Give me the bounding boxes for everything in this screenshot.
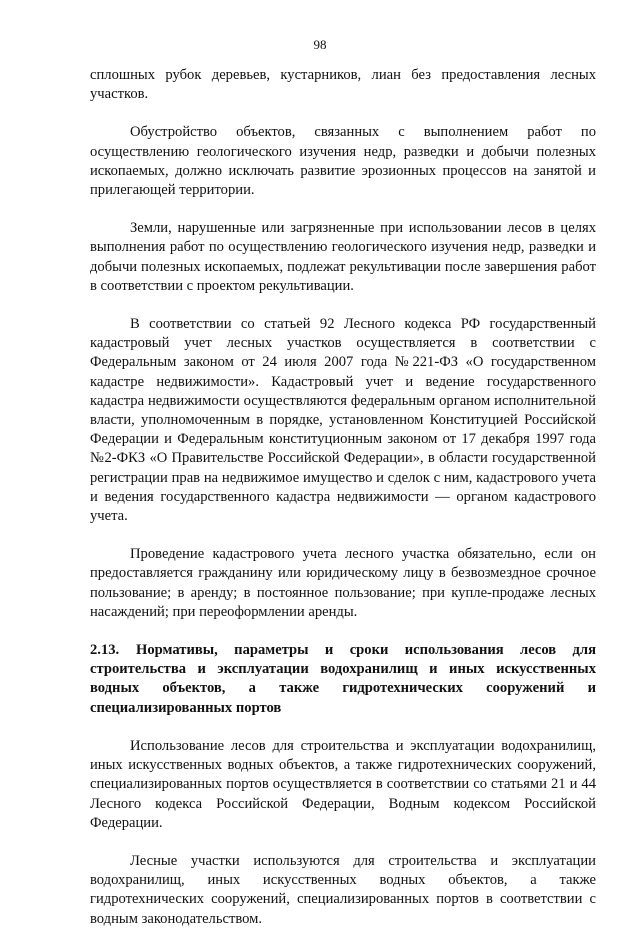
page-number: 98 [313, 37, 327, 52]
document-body [90, 66, 596, 929]
paragraph: Использование лесов для строительства и эксплуатации водохранилищ, иных искусственных водных объектов, а также гидротехнических сооружений, специализированных портов осуществляется в соответствии со статьями 21 и 44 Лесного кодекса Российской Федерации, Водным кодексом Российской Федерации. [90, 737, 596, 831]
paragraph: Лесные участки используются для строительства и эксплуатации водохранилищ, иных искусственных водных объектов, а также гидротехнических сооружений, специализированных портов в соответствии с водным законодательством. [90, 852, 596, 927]
paragraph-spacer [90, 718, 596, 737]
paragraph-spacer [90, 526, 596, 545]
paragraph: Проведение кадастрового учета лесного участка обязательно, если он предоставляется гражданину или юридическому лицу в безвозмездное срочное пользование; в аренду; в постоянное пользование; при купле-продаже лесных насаждений; при переоформлении аренды. [90, 546, 596, 620]
paragraph-spacer [90, 833, 596, 852]
paragraph-spacer [90, 104, 596, 123]
paragraph: В соответствии со статьей 92 Лесного кодекса РФ государственный кадастровый учет лесных участков осуществляется в соответствии с Федеральным законом от 24 июля 2007 года №221-ФЗ «О государственном кадастре недвижимости». Кадастровый учет и ведение государственного кадастра недвижимости осуществляются федеральным органом исполнительной власти, уполномоченным в порядке, установленном Конституцией Российской Федерации и Федеральным конституционным законом от 17 декабря 1997 года №2-ФКЗ «О Правительстве Российской Федерации», в области государственной регистрации прав на недвижимое имущество и сделок с ним, кадастрового учета и ведения государственного кадастра недвижимости — органом кадастрового учета. [90, 316, 596, 525]
section-number: 2.13. [90, 642, 120, 659]
paragraph-spacer [90, 296, 596, 315]
paragraph: Земли, нарушенные или загрязненные при использовании лесов в целях выполнения работ по осуществлению геологического изучения недр, разведки и добычи полезных ископаемых, подлежат рекультивации после завершения работ в соответствии с проектом рекультивации. [90, 220, 596, 294]
section-heading [90, 641, 596, 718]
paragraph-spacer [90, 622, 596, 641]
paragraph-spacer [90, 200, 596, 219]
paragraph: сплошных рубок деревьев, кустарников, лиан без предоставления лесных участков. [90, 67, 596, 103]
section-title: Нормативы, параметры и сроки использования лесов для строительства и эксплуатации водохранилищ и иных искусственных водных объектов, а также гидротехнических сооружений и специализированных портов [90, 642, 596, 716]
paragraph: Обустройство объектов, связанных с выполнением работ по осуществлению геологического изучения недр, разведки и добычи полезных ископаемых, должно исключать развитие эрозионных процессов на занятой и прилегающей территории. [90, 124, 596, 199]
